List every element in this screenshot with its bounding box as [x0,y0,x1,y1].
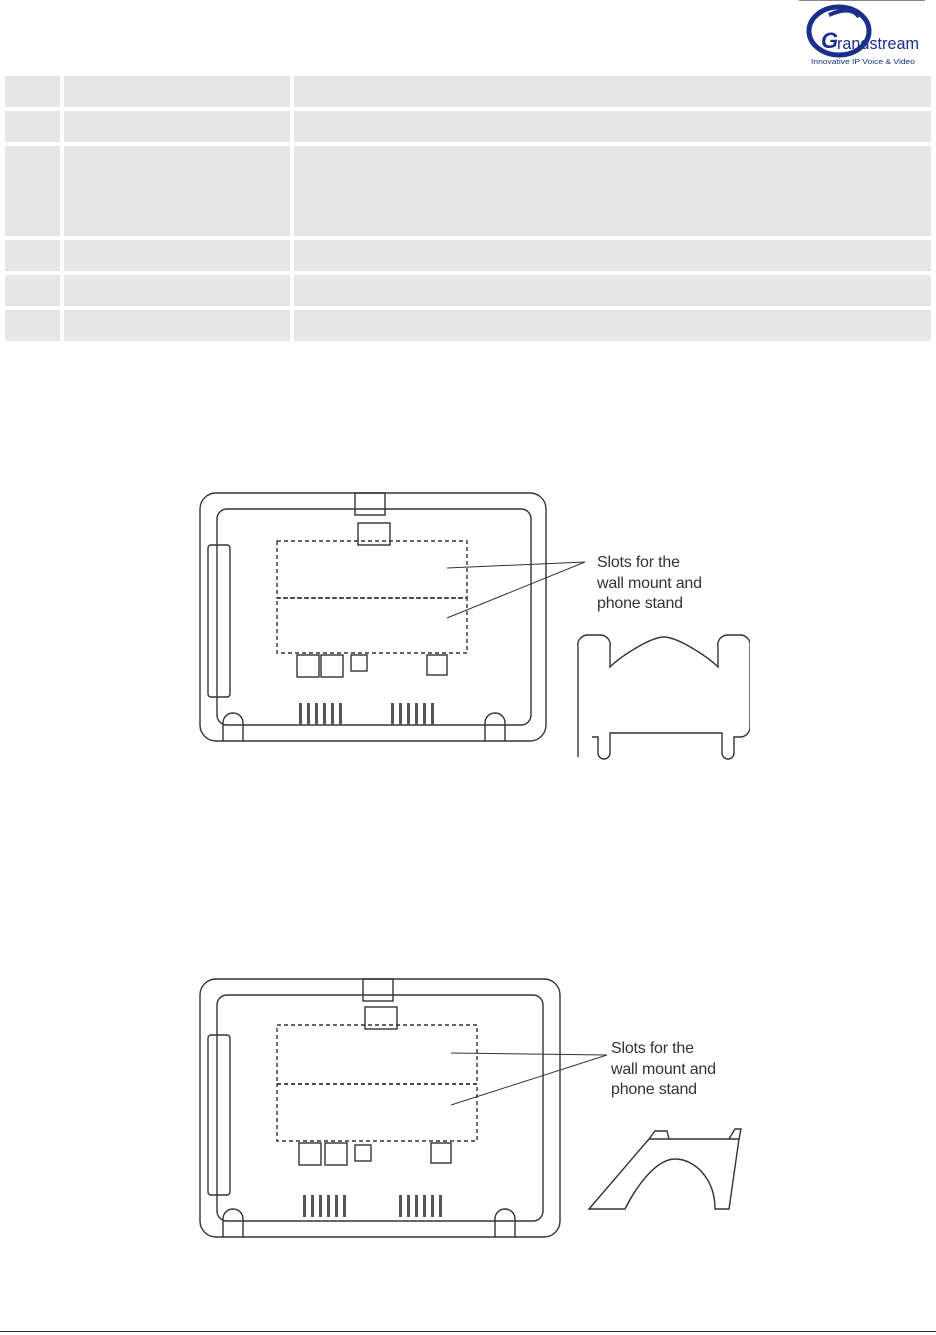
callout-line: Slots for the [611,1040,694,1057]
phone-back-desk-stand-figure [189,973,749,1243]
table-row [5,275,931,306]
phone-back-wall-mount-figure [183,473,750,769]
callout-line: Slots for the [597,554,680,571]
table-row [5,240,931,271]
table-row [5,146,931,236]
slots-callout [597,553,702,615]
svg-text:Innovative IP Voice & Video: Innovative IP Voice & Video [811,59,916,66]
svg-text:randstream: randstream [837,34,919,53]
callout-line: phone stand [611,1081,697,1098]
grandstream-logo [799,0,925,69]
table-row [5,76,931,107]
callout-line: wall mount and [611,1060,716,1078]
svg-text:G: G [821,28,839,53]
slots-callout [611,1039,716,1101]
table-row [5,111,931,142]
table-row [5,310,931,341]
callout-line: wall mount and [597,574,702,592]
footer-divider [0,1331,936,1332]
callout-line: phone stand [597,595,683,612]
